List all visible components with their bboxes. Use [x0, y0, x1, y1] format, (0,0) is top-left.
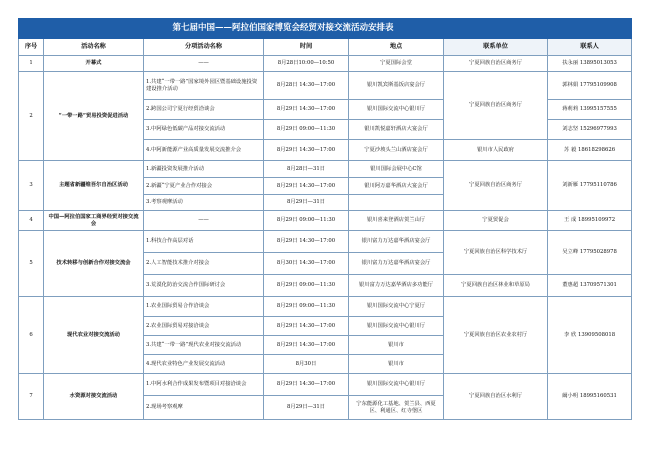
contact-cell: 扶永丽 13895013053 [548, 56, 632, 72]
sub-activity: 1.共建“一带一路”国家境外园区暨基础设施投资建设推介活动 [144, 72, 264, 100]
activity-name: 水资源对接交流活动 [44, 374, 144, 420]
time-cell: 8月29日 09:00—11:30 [264, 211, 349, 231]
table-row [19, 72, 632, 100]
row-num: 3 [19, 161, 44, 211]
time-cell: 8月28日—31日 [264, 161, 349, 178]
contact-cell: 吴立峰 17795028978 [548, 231, 632, 275]
contact-cell: 郭林娟 17795109908 [548, 72, 632, 100]
activity-name: 技术转移与创新合作对接交流会 [44, 231, 144, 297]
time-cell: 8月29日 14:30—17:00 [264, 140, 349, 161]
header-place: 地点 [349, 39, 444, 56]
time-cell: 8月29日 14:30—17:00 [264, 178, 349, 195]
row-num: 6 [19, 297, 44, 374]
place-cell: 宁夏国际会堂 [349, 56, 444, 72]
row-num: 4 [19, 211, 44, 231]
table-row [19, 231, 632, 253]
row-num: 7 [19, 374, 44, 420]
sub-activity: 2.新疆“宁夏产业合作对接会 [144, 178, 264, 195]
contact-cell: 苏 毅 18618298626 [548, 140, 632, 161]
time-cell: 8月29日 14:30—17:00 [264, 336, 349, 355]
place-cell: 银川国际交流中心宁夏厅 [349, 297, 444, 317]
header-unit: 联系单位 [444, 39, 548, 56]
sub-activity: 3.中阿绿色低碳产品对接交流活动 [144, 120, 264, 140]
sub-activity: 3.共建“一带一路”现代农业对接交流活动 [144, 336, 264, 355]
contact-cell: 阚小明 18995160531 [548, 374, 632, 420]
time-cell: 8月30日 14:30—17:00 [264, 253, 349, 275]
time-cell: 8月29日—31日 [264, 396, 349, 420]
unit-cell: 宁夏回族自治区科学技术厅 [444, 231, 548, 275]
place-cell: 银川喜来登酒店贺兰山厅 [349, 211, 444, 231]
contact-cell: 蒋莉莉 13995157555 [548, 100, 632, 120]
unit-cell: 宁夏回族自治区水利厅 [444, 374, 548, 420]
unit-cell: 银川市人民政府 [444, 140, 548, 161]
time-cell: 8月28日 14:30—17:00 [264, 72, 349, 100]
time-cell: 8月29日 14:30—17:00 [264, 317, 349, 336]
time-cell: 8月29日 14:30—17:00 [264, 231, 349, 253]
place-cell: 银川富力万达嘉华酒店宴会厅 [349, 231, 444, 253]
unit-cell: 宁夏回族自治区农业农村厅 [444, 297, 548, 374]
sub-activity: 2.人工智能技术推介对接会 [144, 253, 264, 275]
place-cell: 银川国际交流中心银川厅 [349, 317, 444, 336]
unit-cell: 宁夏回族自治区商务厅 [444, 56, 548, 72]
time-cell: 8月29日 14:30—17:00 [264, 100, 349, 120]
activity-name: “一带一路”贸易投资促进活动 [44, 72, 144, 161]
activity-name: 中国—阿拉伯国家工商界经贸对接交流会 [44, 211, 144, 231]
unit-cell: 宁夏回族自治区商务厅 [444, 72, 548, 140]
sub-activity: 2.农业国际贸易对接洽谈会 [144, 317, 264, 336]
sub-activity: 4.现代农业特色产业发展交流活动 [144, 355, 264, 374]
table-row [19, 297, 632, 317]
unit-cell: 宁夏回族自治区商务厅 [444, 161, 548, 211]
place-cell: 宁夏沙坡头兰山酒店宴会厅 [349, 140, 444, 161]
contact-cell: 刘新雁 17795110786 [548, 161, 632, 211]
place-cell: 宁东能源化工基地、贺兰县、西夏区、利通区、红寺堡区 [349, 396, 444, 420]
sub-activity: 1.农业国际贸易合作洽谈会 [144, 297, 264, 317]
sub-activity: 2.跨国公司宁夏行经贸洽谈会 [144, 100, 264, 120]
activity-name: 现代农业对接交流活动 [44, 297, 144, 374]
table-row [19, 161, 632, 178]
place-cell: 银川国际会展中心C馆 [349, 161, 444, 178]
header-activity: 活动名称 [44, 39, 144, 56]
sub-activity: 4.中阿新能源产业高质量发展交流推介会 [144, 140, 264, 161]
header-num: 序号 [19, 39, 44, 56]
unit-cell: 宁夏回族自治区林业和草原局 [444, 275, 548, 297]
place-cell: 银川国际交流中心银川厅 [349, 374, 444, 396]
schedule-table [18, 18, 632, 420]
time-cell: 8月29日—31日 [264, 195, 349, 211]
time-cell: 8月29日 14:30—17:00 [264, 374, 349, 396]
table-row [19, 56, 632, 72]
place-cell: 银川富力万达嘉华酒店多功能厅 [349, 275, 444, 297]
unit-cell: 宁夏贸促会 [444, 211, 548, 231]
page-title: 第七届中国——阿拉伯国家博览会经贸对接交流活动安排表 [19, 19, 548, 39]
row-num: 2 [19, 72, 44, 161]
row-num: 5 [19, 231, 44, 297]
time-cell: 8月28日10:00—10:50 [264, 56, 349, 72]
sub-activity: —— [144, 211, 264, 231]
time-cell: 8月30日 [264, 355, 349, 374]
place-cell: 银川阿万嘉华酒店大宴会厅 [349, 178, 444, 195]
table-row [19, 211, 632, 231]
sub-activity: 2.现场考察观摩 [144, 396, 264, 420]
sub-activity: 1.科技合作高层对话 [144, 231, 264, 253]
sub-activity: 3.荒漠化防治交流合作国际研讨会 [144, 275, 264, 297]
sub-activity: —— [144, 56, 264, 72]
contact-cell: 王 成 18995109972 [548, 211, 632, 231]
contact-cell: 李 欣 13909508018 [548, 297, 632, 374]
place-cell: 银川凯悦嘉轩酒店大宴会厅 [349, 120, 444, 140]
header-time: 时间 [264, 39, 349, 56]
activity-name: 主题省新疆维吾尔自治区活动 [44, 161, 144, 211]
sub-activity: 3.考察观摩活动 [144, 195, 264, 211]
place-cell: 银川市 [349, 355, 444, 374]
activity-name: 开幕式 [44, 56, 144, 72]
table-row [19, 374, 632, 396]
title-blank-cell [548, 19, 632, 39]
place-cell: 银川国际交流中心银川厅 [349, 100, 444, 120]
header-sub-activity: 分项活动名称 [144, 39, 264, 56]
place-cell [349, 195, 444, 211]
contact-cell: 刘志坚 15296977993 [548, 120, 632, 140]
header-contact: 联系人 [548, 39, 632, 56]
time-cell: 8月29日 09:00—11:30 [264, 120, 349, 140]
contact-cell: 董惠超 13709571301 [548, 275, 632, 297]
place-cell: 银川凯宾斯基饭店宴会厅 [349, 72, 444, 100]
sub-activity: 1.中阿水利合作成果发布暨项目对接洽谈会 [144, 374, 264, 396]
sub-activity: 1.新疆投资发展推介活动 [144, 161, 264, 178]
time-cell: 8月29日 09:00—11:30 [264, 297, 349, 317]
place-cell: 银川市 [349, 336, 444, 355]
row-num: 1 [19, 56, 44, 72]
place-cell: 银川富力万达嘉华酒店宴会厅 [349, 253, 444, 275]
time-cell: 8月29日 09:00—11:30 [264, 275, 349, 297]
